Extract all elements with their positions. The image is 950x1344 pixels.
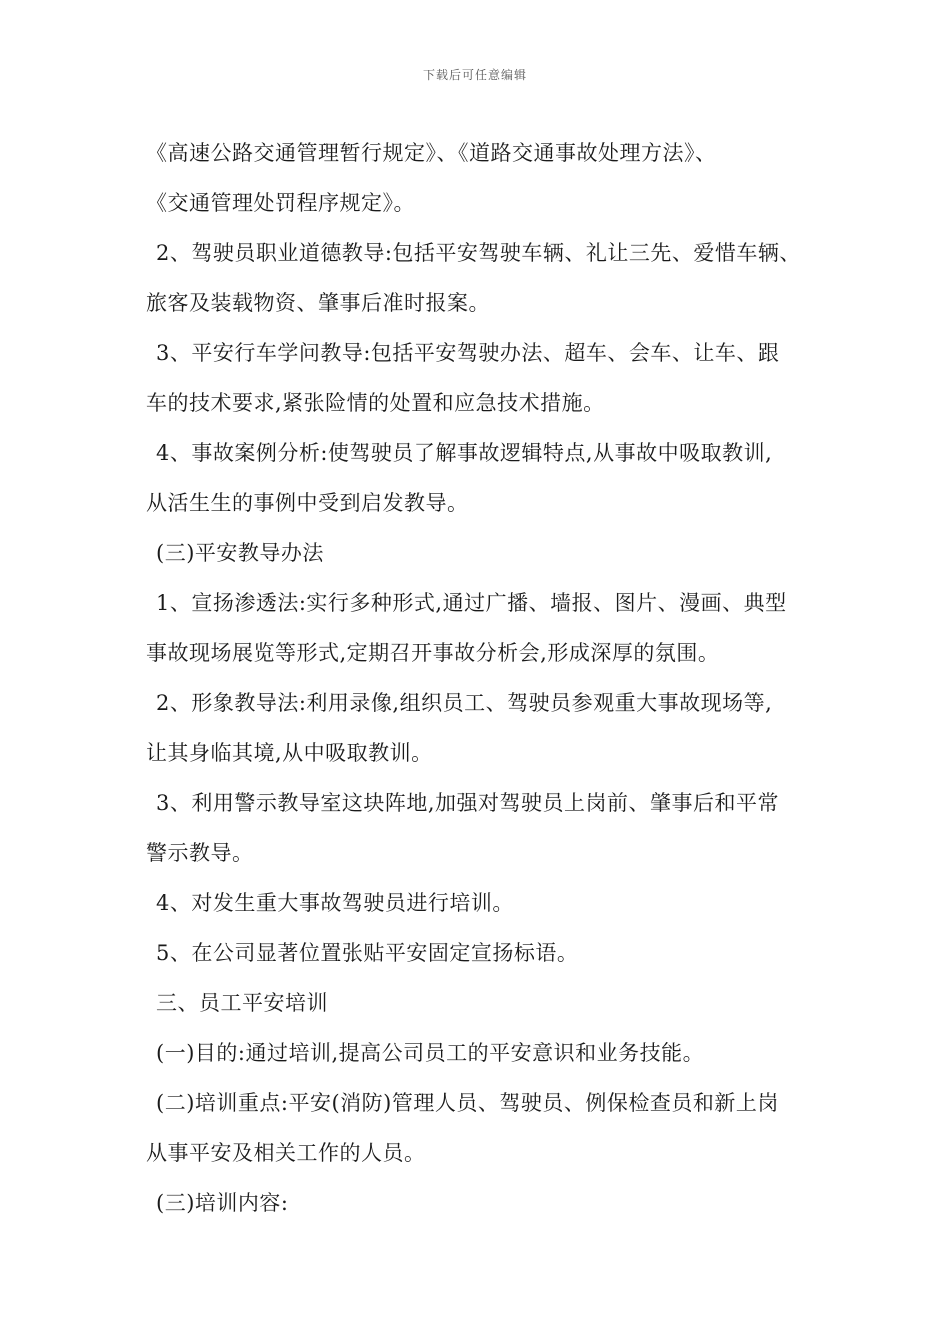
text-line: 旅客及装载物资、肇事后准时报案。 xyxy=(146,291,490,315)
text-line: 从活生生的事例中受到启发教导。 xyxy=(146,491,469,515)
text-line: 2、形象教导法:利用录像,组织员工、驾驶员参观重大事故现场等, xyxy=(156,691,773,715)
text-line: 《高速公路交通管理暂行规定》、《道路交通事故处理方法》、 xyxy=(146,141,717,165)
text-line: 让其身临其境,从中吸取教训。 xyxy=(146,741,433,765)
text-line: 警示教导。 xyxy=(146,841,254,865)
section-heading: (三)平安教导办法 xyxy=(156,541,324,565)
section-heading: (三)培训内容: xyxy=(156,1191,289,1215)
text-line: 3、利用警示教导室这块阵地,加强对驾驶员上岗前、肇事后和平常 xyxy=(156,791,780,815)
text-line: 从事平安及相关工作的人员。 xyxy=(146,1141,426,1165)
text-line: 4、对发生重大事故驾驶员进行培训。 xyxy=(156,891,514,915)
section-heading: 三、员工平安培训 xyxy=(156,991,328,1015)
text-line: (一)目的:通过培训,提高公司员工的平安意识和业务技能。 xyxy=(156,1041,705,1065)
page-header: 下载后可任意编辑 xyxy=(422,68,527,82)
text-line: 事故现场展览等形式,定期召开事故分析会,形成深厚的氛围。 xyxy=(146,641,720,665)
text-line: 2、驾驶员职业道德教导:包括平安驾驶车辆、礼让三先、爱惜车辆、 xyxy=(156,241,801,265)
text-line: 1、宣扬渗透法:实行多种形式,通过广播、墙报、图片、漫画、典型 xyxy=(156,591,787,615)
text-line: 5、在公司显著位置张贴平安固定宣扬标语。 xyxy=(156,941,579,965)
text-line: (二)培训重点:平安(消防)管理人员、驾驶员、例保检查员和新上岗 xyxy=(156,1091,779,1115)
text-line: 3、平安行车学问教导:包括平安驾驶办法、超车、会车、让车、跟 xyxy=(156,341,780,365)
text-line: 车的技术要求,紧张险情的处置和应急技术措施。 xyxy=(146,391,605,415)
text-line: 4、事故案例分析:使驾驶员了解事故逻辑特点,从事故中吸取教训, xyxy=(156,441,773,465)
text-line: 《交通管理处罚程序规定》。 xyxy=(146,191,415,215)
document-body xyxy=(146,130,826,1230)
